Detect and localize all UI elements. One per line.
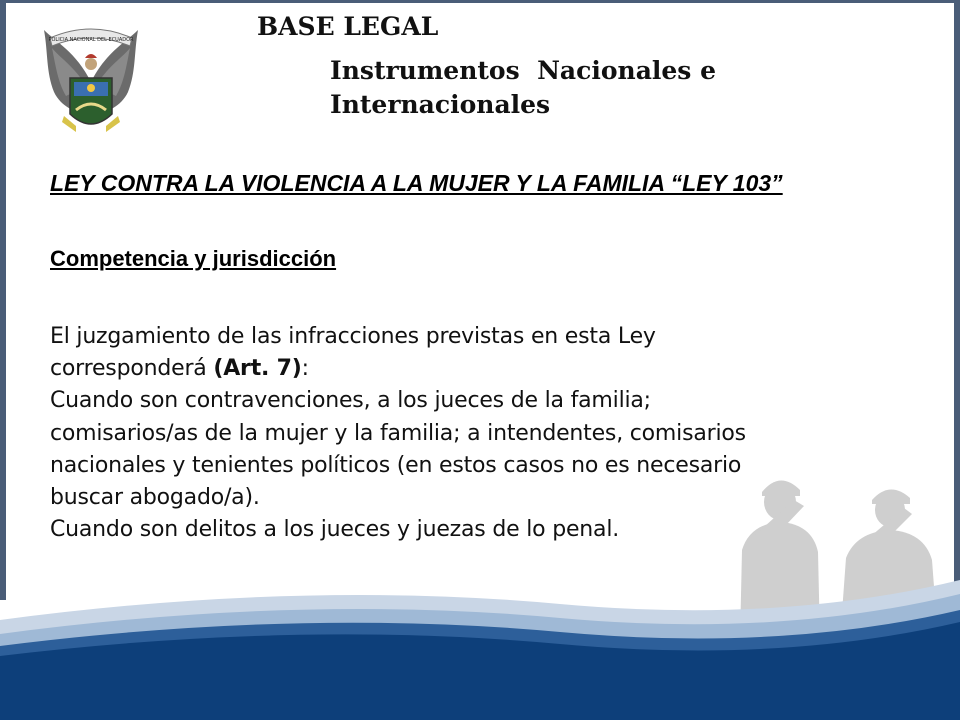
emblem-ribbon-text: POLICIA NACIONAL DEL ECUADOR — [48, 37, 134, 43]
subtitle-line-2: Internacionales — [330, 90, 551, 119]
subtitle-line-1: Instrumentos Nacionales e — [330, 56, 716, 85]
body-line-2-colon: : — [301, 356, 309, 382]
body-line-5: nacionales y tenientes políticos (en estos casos no es necesario — [50, 452, 742, 478]
frame-top-border — [0, 0, 960, 3]
body-line-7: Cuando son delitos a los jueces y juezas de lo penal. — [50, 517, 620, 543]
body-line-3: Cuando son contravenciones, a los jueces de la familia; — [50, 388, 651, 414]
body-line-1: El juzgamiento de las infracciones previstas en esta Ley — [50, 324, 656, 349]
police-emblem-icon — [36, 22, 146, 140]
section-heading: Competencia y jurisdicción — [50, 246, 337, 271]
body-line-2-text: corresponderá — [50, 356, 214, 382]
article-reference: (Art. 7) — [213, 356, 302, 382]
body-line-6: buscar abogado/a). — [50, 485, 260, 511]
body-line-2 — [50, 353, 900, 385]
slide-subtitle — [330, 54, 770, 122]
law-heading: LEY CONTRA LA VIOLENCIA A LA MUJER Y LA FAMILIA “LEY 103” — [50, 170, 783, 196]
slide-title: BASE LEGAL — [257, 12, 439, 41]
body-line-4: comisarios/as de la mujer y la familia; a intendentes, comisarios — [50, 420, 746, 446]
footer-wave-banner — [0, 560, 960, 720]
frame-left-border — [0, 0, 6, 600]
